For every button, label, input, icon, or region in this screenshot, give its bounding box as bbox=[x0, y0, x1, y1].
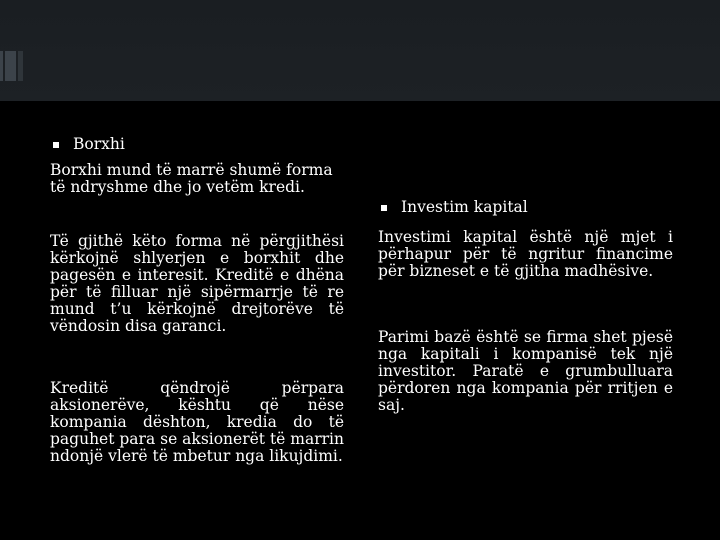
right-heading-text: Investim kapital bbox=[401, 198, 528, 216]
decorative-bar bbox=[5, 51, 16, 81]
right-heading bbox=[378, 199, 673, 216]
left-heading-text: Borxhi bbox=[73, 135, 125, 153]
right-paragraph-1: Investimi kapital është një mjet i përhapur për të ngritur financime për bizneset e të gjitha madhësive. bbox=[378, 228, 673, 280]
left-paragraph-3: Kreditë qëndrojë përpara aksionerëve, kështu që nëse kompania dështon, kredia do të paguhet para se aksionerët të marrin ndonjë vlerë të mbetur nga likujdimi. bbox=[50, 379, 344, 465]
decorative-bar bbox=[0, 51, 3, 81]
left-paragraph-2: Të gjithë këto forma në përgjithësi kërkojnë shlyerjen e borxhit dhe pagesën e interesit. Kreditë e dhëna për të filluar një sipërmarrje të re mund t’u kërkojnë drejtorëve të vëndosin disa garanci. bbox=[50, 232, 344, 335]
left-heading bbox=[50, 136, 344, 153]
square-bullet-icon bbox=[53, 142, 59, 148]
left-paragraph-1: Borxhi mund të marrë shumë forma të ndryshme dhe jo vetëm kredi. bbox=[50, 161, 333, 196]
title-band bbox=[0, 0, 720, 101]
right-paragraph-2: Parimi bazë është se firma shet pjesë nga kapitali i kompanisë tek një investitor. Paratë e grumbulluara përdoren nga kompania për rritjen e saj. bbox=[378, 328, 673, 414]
decorative-bar bbox=[18, 51, 23, 81]
square-bullet-icon bbox=[381, 205, 387, 211]
